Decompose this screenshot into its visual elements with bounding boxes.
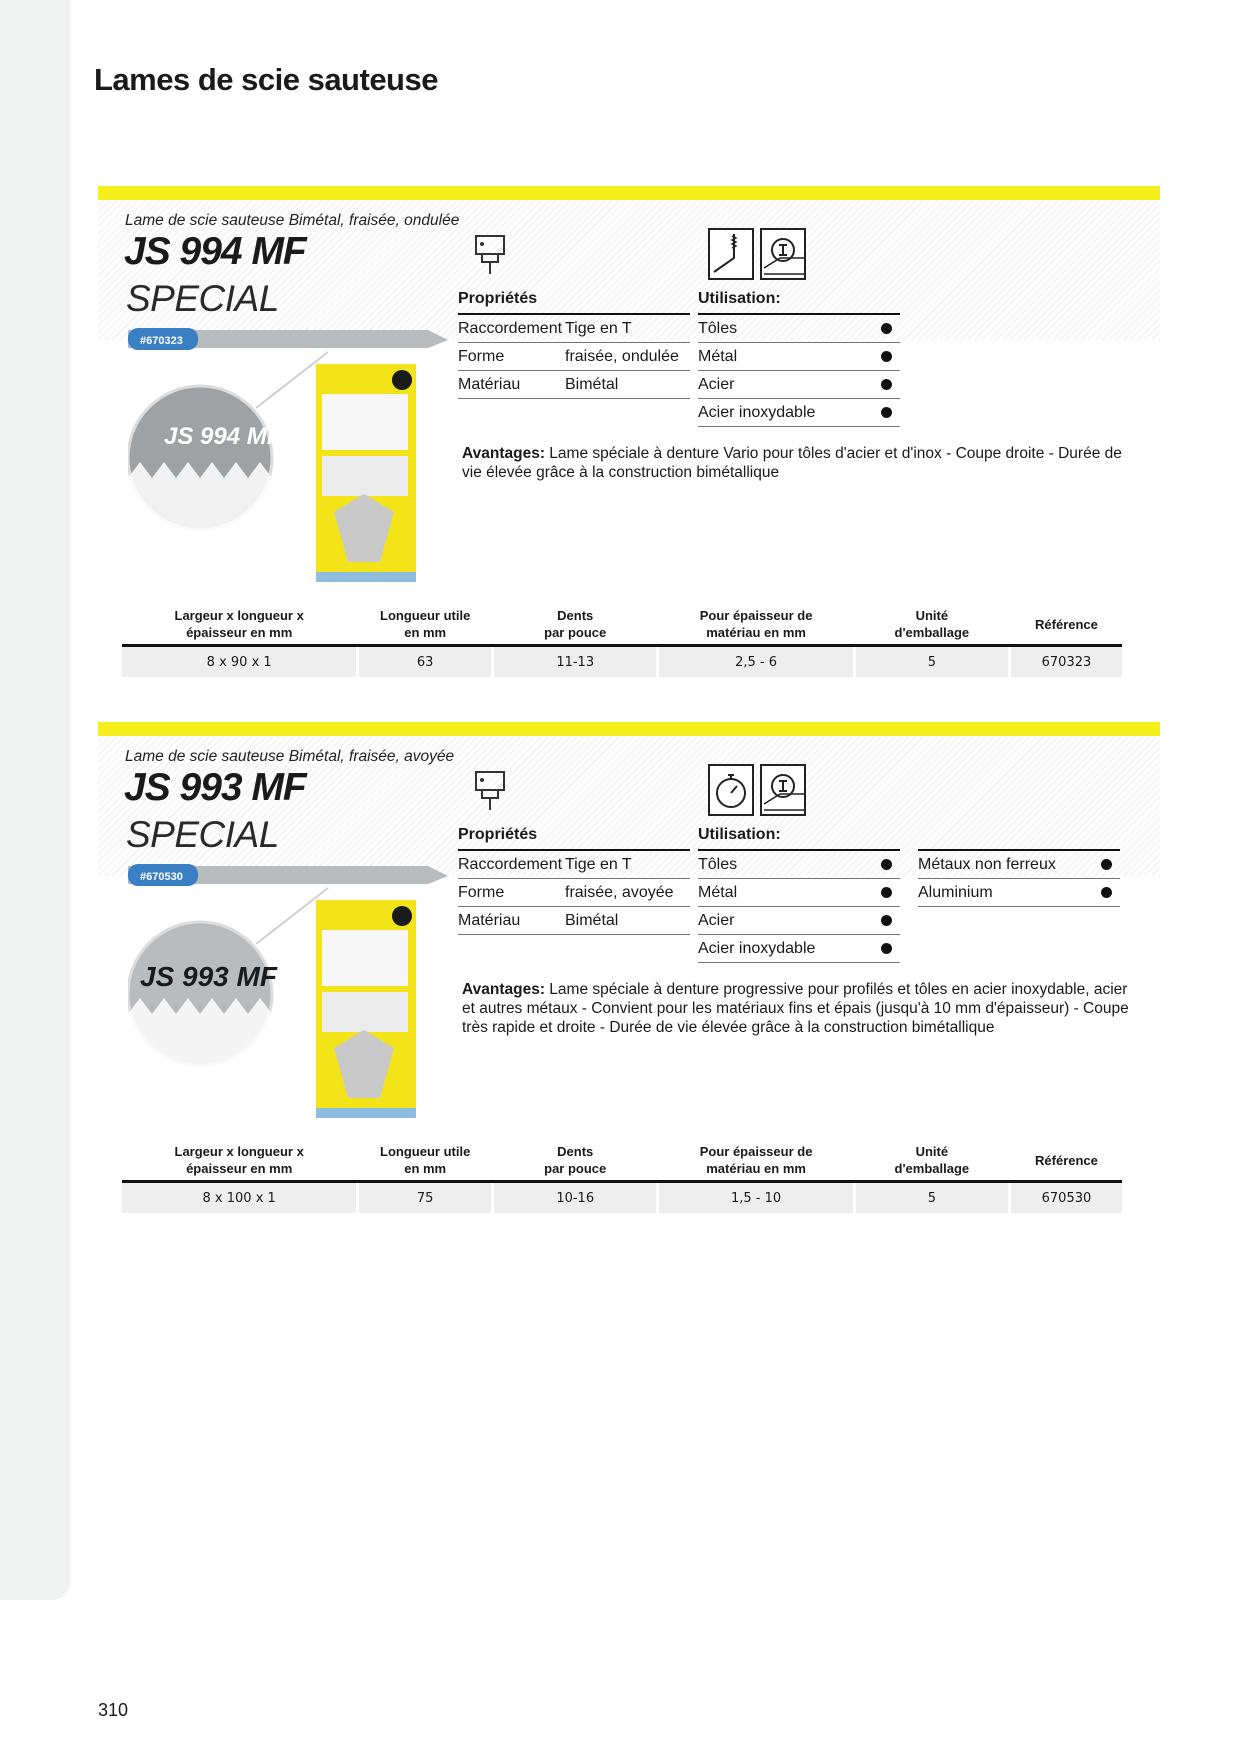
usage-table	[698, 290, 900, 427]
blade-image	[128, 328, 448, 350]
jigsaw-icon	[468, 764, 514, 816]
column-header: Dents par pouce	[492, 1140, 657, 1182]
cell-dimensions: 8 x 100 x 1	[122, 1182, 358, 1214]
table-row	[122, 646, 1122, 678]
column-header: Longueur utile en mm	[358, 1140, 493, 1182]
usage-row: Métal	[698, 343, 900, 371]
product-photo	[128, 858, 448, 1118]
cell-pack-unit: 5	[854, 1182, 1009, 1214]
page-number: 310	[98, 1700, 129, 1720]
blade-image	[128, 864, 448, 886]
column-header: Référence	[1009, 1140, 1122, 1182]
usage-row: Tôles	[698, 851, 900, 879]
property-row: Raccordement Tige en T	[458, 851, 690, 879]
spec-table	[122, 604, 1122, 677]
bullet-icon	[881, 887, 892, 898]
sheet-metal-cut-icon	[708, 228, 754, 280]
usage-row: Acier inoxydable	[698, 935, 900, 963]
advantages-text: Avantages: Lame spéciale à denture Vario pour tôles d'acier et d'inox - Coupe droite - Durée de vie élevée grâce à la construction bimétallique	[462, 445, 1122, 481]
table-row	[122, 1182, 1122, 1214]
column-header: Largeur x longueur x épaisseur en mm	[122, 604, 358, 646]
svg-text:#670530: #670530	[140, 871, 183, 883]
column-header: Pour épaisseur de matériau en mm	[658, 604, 854, 646]
svg-text:#670323: #670323	[140, 335, 183, 347]
stopwatch-icon	[708, 764, 754, 816]
usage-heading-blank	[918, 826, 1120, 851]
cell-teeth: 11-13	[492, 646, 657, 678]
bullet-icon	[881, 379, 892, 390]
photo-label: JS 993 MF	[140, 961, 277, 992]
property-row: Matériau Bimétal	[458, 907, 690, 935]
usage-table-extra	[918, 826, 1120, 907]
property-row: Matériau Bimétal	[458, 371, 690, 399]
property-row: Forme fraisée, ondulée	[458, 343, 690, 371]
column-header: Pour épaisseur de matériau en mm	[658, 1140, 854, 1182]
bullet-icon	[881, 915, 892, 926]
cell-thickness: 1,5 - 10	[658, 1182, 854, 1214]
usage-row: Acier	[698, 907, 900, 935]
bullet-icon	[881, 943, 892, 954]
usage-heading: Utilisation:	[698, 826, 900, 851]
product-photo	[128, 322, 448, 582]
properties-heading: Propriétés	[458, 826, 690, 851]
usage-heading: Utilisation:	[698, 290, 900, 315]
properties-heading: Propriétés	[458, 290, 690, 315]
usage-row: Acier inoxydable	[698, 399, 900, 427]
properties-table	[458, 290, 690, 399]
package-image	[316, 364, 416, 582]
spec-header-row	[122, 1140, 1122, 1182]
product-card-js993mf	[98, 722, 1160, 1247]
property-row: Forme fraisée, avoyée	[458, 879, 690, 907]
product-subtitle: Lame de scie sauteuse Bimétal, fraisée, ondulée	[125, 212, 460, 229]
cell-pack-unit: 5	[854, 646, 1009, 678]
usage-row: Aluminium	[918, 879, 1120, 907]
bullet-icon	[881, 859, 892, 870]
bullet-icon	[881, 323, 892, 334]
cell-useful-length: 63	[358, 646, 493, 678]
bullet-icon	[881, 407, 892, 418]
product-model: JS 994 MF	[124, 230, 306, 273]
property-row: Raccordement Tige en T	[458, 315, 690, 343]
column-header: Dents par pouce	[492, 604, 657, 646]
product-card-js994mf	[98, 186, 1160, 711]
usage-row: Métal	[698, 879, 900, 907]
cell-dimensions: 8 x 90 x 1	[122, 646, 358, 678]
usage-row: Métaux non ferreux	[918, 851, 1120, 879]
column-header: Unité d'emballage	[854, 1140, 1009, 1182]
package-image	[316, 900, 416, 1118]
product-line: SPECIAL	[126, 278, 279, 319]
accent-bar	[98, 722, 1160, 736]
product-line: SPECIAL	[126, 814, 279, 855]
spec-table	[122, 1140, 1122, 1213]
cell-useful-length: 75	[358, 1182, 493, 1214]
properties-table	[458, 826, 690, 935]
cell-teeth: 10-16	[492, 1182, 657, 1214]
usage-table	[698, 826, 900, 963]
cell-reference: 670323	[1009, 646, 1122, 678]
magnifier-detail	[128, 352, 328, 532]
blade-profile-icon	[760, 764, 806, 816]
photo-label: JS 994 MF	[164, 423, 282, 450]
column-header: Largeur x longueur x épaisseur en mm	[122, 1140, 358, 1182]
advantages-text: Avantages: Lame spéciale à denture progressive pour profilés et tôles en acier inoxydable, acier et autres métaux - Convient pour les matériaux fins et épais (jusqu'à 10 mm d'épaisseur) - Coupe très rapide et droite - Durée de vie élevée grâce à la construction bimétallique	[462, 981, 1129, 1036]
cell-thickness: 2,5 - 6	[658, 646, 854, 678]
usage-row: Acier	[698, 371, 900, 399]
bullet-icon	[1101, 859, 1112, 870]
cell-reference: 670530	[1009, 1182, 1122, 1214]
side-margin-strip	[0, 0, 70, 1600]
accent-bar	[98, 186, 1160, 200]
spec-header-row	[122, 604, 1122, 646]
blade-profile-icon	[760, 228, 806, 280]
product-model: JS 993 MF	[124, 766, 306, 809]
page-title: Lames de scie sauteuse	[94, 62, 438, 97]
usage-row: Tôles	[698, 315, 900, 343]
jigsaw-icon	[468, 228, 514, 280]
column-header: Unité d'emballage	[854, 604, 1009, 646]
product-subtitle: Lame de scie sauteuse Bimétal, fraisée, avoyée	[125, 748, 455, 765]
bullet-icon	[1101, 887, 1112, 898]
magnifier-detail	[128, 888, 328, 1068]
column-header: Longueur utile en mm	[358, 604, 493, 646]
column-header: Référence	[1009, 604, 1122, 646]
bullet-icon	[881, 351, 892, 362]
